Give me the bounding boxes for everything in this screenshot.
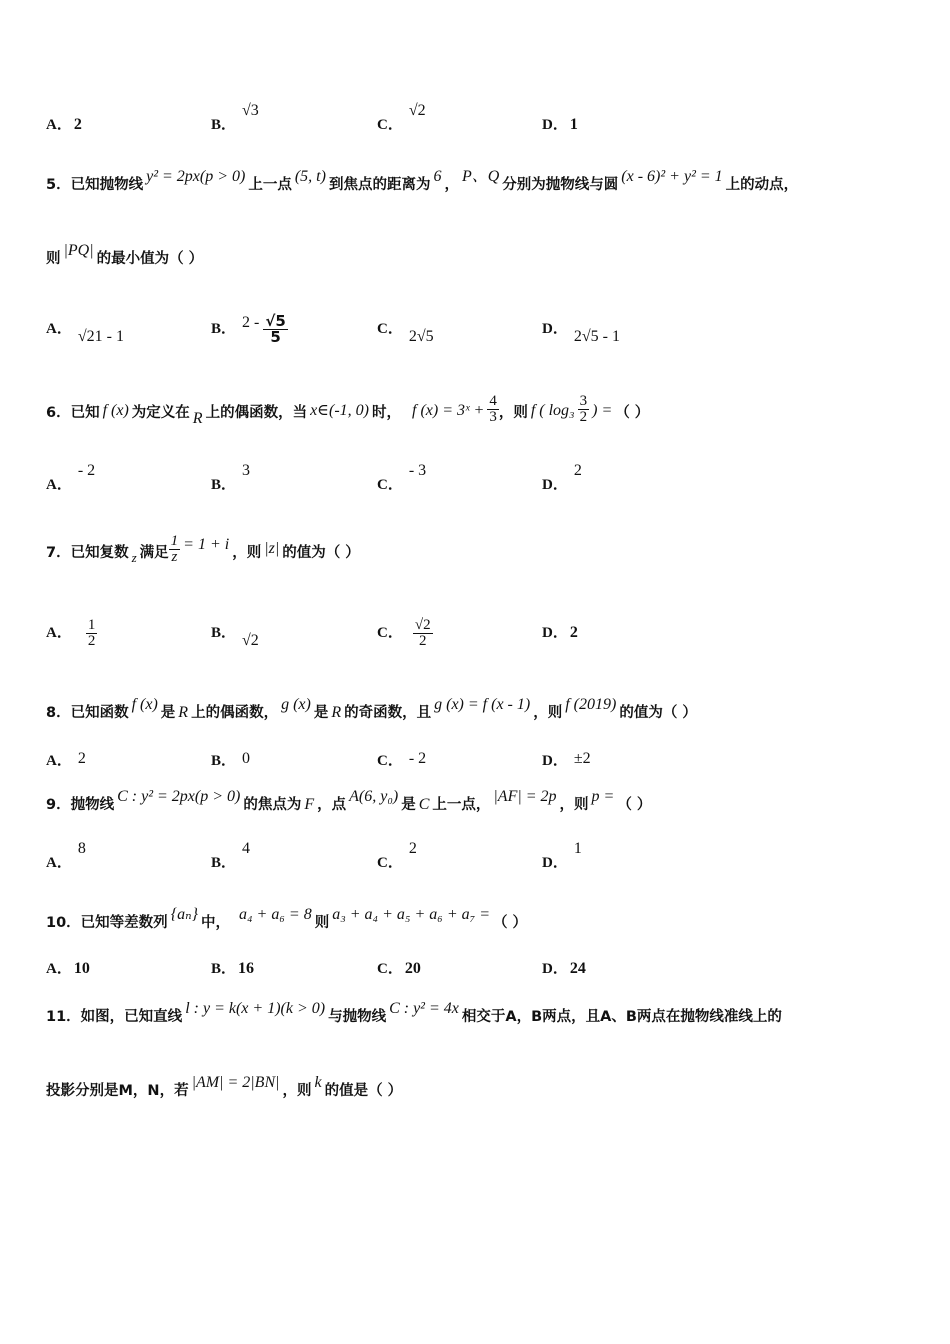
q9-option-a[interactable] bbox=[46, 840, 86, 872]
question-9-stem bbox=[46, 784, 920, 814]
q5-option-b[interactable] bbox=[211, 306, 288, 347]
fraction bbox=[413, 618, 433, 651]
math-expr: C : y² = 4x bbox=[389, 1000, 459, 1017]
math-expr: z bbox=[131, 550, 137, 565]
question-text: （ ） bbox=[615, 405, 650, 421]
q6-option-b[interactable] bbox=[211, 462, 251, 494]
math-expr: 6 bbox=[433, 168, 442, 185]
option-value: 2 bbox=[573, 462, 582, 479]
q10-option-c[interactable] bbox=[377, 957, 421, 978]
fraction-denominator: 2 bbox=[87, 633, 96, 650]
q6-options bbox=[46, 462, 920, 494]
option-letter: D． bbox=[542, 625, 568, 641]
option-value: 10 bbox=[73, 960, 90, 977]
q5-option-c[interactable] bbox=[377, 317, 434, 345]
option-letter: B． bbox=[211, 753, 237, 769]
q6-option-a[interactable] bbox=[46, 462, 96, 494]
question-text: 8．已知函数 bbox=[46, 705, 129, 721]
option-letter: A． bbox=[46, 321, 72, 337]
question-text: 的值为（ ） bbox=[619, 705, 697, 721]
question-text: 则 bbox=[314, 915, 330, 931]
option-value: 1 bbox=[573, 840, 582, 857]
math-expr: a₄ + a₆ = 8 bbox=[238, 906, 312, 923]
option-letter: C． bbox=[377, 117, 403, 133]
q8-option-d[interactable] bbox=[542, 749, 591, 770]
option-letter: A． bbox=[46, 477, 72, 493]
math-expr: (5, t) bbox=[294, 168, 326, 185]
math-expr: y² = 2px(p > 0) bbox=[146, 168, 246, 185]
option-value: 2 bbox=[77, 750, 86, 767]
math-expr: |PQ| bbox=[63, 242, 94, 259]
option-value: 24 bbox=[569, 960, 586, 977]
math-expr: p = bbox=[591, 788, 615, 805]
option-letter: D． bbox=[542, 321, 568, 337]
question-5-stem bbox=[46, 164, 920, 194]
option-value: 2 bbox=[569, 624, 578, 641]
question-text: 为定义在 bbox=[131, 405, 190, 421]
question-text: ，则 bbox=[282, 1083, 312, 1099]
math-expr: l : y = k(x + 1)(k > 0) bbox=[185, 1000, 326, 1017]
question-5-stem-line2 bbox=[46, 238, 920, 268]
question-text: 的奇函数，且 bbox=[344, 705, 432, 721]
q9-options bbox=[46, 842, 920, 872]
question-text: ， bbox=[444, 177, 459, 193]
option-letter: B． bbox=[211, 477, 237, 493]
question-text: 的最小值为（ ） bbox=[96, 251, 204, 267]
q4-option-c[interactable] bbox=[377, 102, 426, 134]
math-expr: f (x) = 3ˣ + bbox=[412, 402, 485, 419]
math-expr: f (x) bbox=[131, 696, 158, 713]
q8-option-b[interactable] bbox=[211, 749, 250, 770]
math-expr: C bbox=[418, 796, 430, 813]
question-text: 5．已知抛物线 bbox=[46, 177, 144, 193]
q4-option-b[interactable] bbox=[211, 102, 259, 134]
q9-option-d[interactable] bbox=[542, 840, 582, 872]
question-10-stem bbox=[46, 902, 920, 932]
math-expr: f (x) bbox=[102, 402, 129, 419]
q10-option-a[interactable] bbox=[46, 957, 90, 978]
q7-options bbox=[46, 604, 920, 654]
q9-option-b[interactable] bbox=[211, 840, 251, 872]
question-text: 分别为抛物线与圆 bbox=[502, 177, 619, 193]
question-text: 的值为（ ） bbox=[282, 545, 360, 561]
option-value: - 2 bbox=[77, 462, 96, 479]
q6-option-d[interactable] bbox=[542, 462, 582, 494]
option-value: 2 bbox=[73, 116, 82, 133]
q5-option-d[interactable] bbox=[542, 317, 620, 345]
q7-option-b[interactable] bbox=[211, 621, 259, 650]
fraction-numerator: √2 bbox=[414, 616, 431, 633]
math-expr: P、Q bbox=[461, 168, 500, 185]
question-text: ，点 bbox=[317, 797, 347, 813]
fraction-denominator: 5 bbox=[270, 328, 281, 347]
q4-option-a[interactable] bbox=[46, 113, 82, 134]
q7-option-a[interactable] bbox=[46, 618, 97, 651]
question-text: 与抛物线 bbox=[328, 1009, 387, 1025]
q7-option-c[interactable] bbox=[377, 618, 433, 651]
math-expr: A(6, y₀) bbox=[349, 788, 399, 805]
question-text: ，则 bbox=[533, 705, 563, 721]
q10-option-b[interactable] bbox=[211, 957, 254, 978]
option-letter: B． bbox=[211, 855, 237, 871]
question-text: 9．抛物线 bbox=[46, 797, 115, 813]
question-text: ，则 bbox=[559, 797, 589, 813]
question-text: 中， bbox=[200, 915, 230, 931]
fraction-numerator: √5 bbox=[265, 311, 286, 330]
option-value: √2 bbox=[242, 632, 259, 649]
question-text: 6．已知 bbox=[46, 405, 100, 421]
option-letter: B． bbox=[211, 961, 237, 977]
math-expr: = 1 + i bbox=[183, 536, 230, 553]
option-letter: C． bbox=[377, 855, 403, 871]
math-expr: x∈(-1, 0) bbox=[310, 402, 370, 419]
question-6-stem bbox=[46, 382, 920, 428]
option-value: ±2 bbox=[573, 750, 591, 767]
question-text: 时， bbox=[372, 405, 402, 421]
option-value: 2 - bbox=[242, 314, 260, 331]
math-expr: C : y² = 2px(p > 0) bbox=[117, 788, 241, 805]
option-letter: C． bbox=[377, 477, 403, 493]
option-letter: D． bbox=[542, 117, 568, 133]
math-expr: R bbox=[331, 704, 342, 721]
question-7-stem bbox=[46, 522, 920, 566]
question-text: 7．已知复数 bbox=[46, 545, 129, 561]
option-letter: A． bbox=[46, 961, 72, 977]
option-value: 2√5 bbox=[408, 328, 434, 345]
question-text: 则 bbox=[46, 251, 61, 267]
math-expr: f (2019) bbox=[565, 696, 617, 713]
option-value: √2 bbox=[408, 102, 426, 119]
math-expr: g (x) bbox=[281, 696, 311, 713]
fraction-numerator: 1 bbox=[87, 616, 96, 633]
q4-option-d[interactable] bbox=[542, 113, 578, 134]
math-expr: R bbox=[192, 410, 203, 427]
option-value: 0 bbox=[242, 750, 251, 767]
math-expr: |z| bbox=[264, 540, 280, 557]
option-value: 3 bbox=[242, 462, 251, 479]
option-letter: A． bbox=[46, 753, 72, 769]
option-letter: A． bbox=[46, 625, 72, 641]
question-11-stem bbox=[46, 996, 920, 1026]
math-expr: a₃ + a₄ + a₅ + a₆ + a₇ = bbox=[332, 906, 490, 923]
question-text: 上的偶函数， bbox=[191, 705, 279, 721]
option-letter: B． bbox=[211, 117, 237, 133]
question-text: 的焦点为 bbox=[243, 797, 302, 813]
option-letter: D． bbox=[542, 753, 568, 769]
q9-option-c[interactable] bbox=[377, 840, 417, 872]
question-text: 的值是（ ） bbox=[324, 1083, 403, 1099]
math-expr: |AF| = 2p bbox=[493, 788, 557, 805]
question-text: 上的偶函数，当 bbox=[205, 405, 308, 421]
option-value: 16 bbox=[238, 960, 255, 977]
q4-options bbox=[46, 102, 920, 134]
math-expr: f ( log₃ bbox=[530, 402, 575, 419]
question-text: 相交于A，B两点，且A、B两点在抛物线准线上的 bbox=[461, 1009, 782, 1025]
question-text: 是 bbox=[160, 705, 176, 721]
option-letter: A． bbox=[46, 117, 72, 133]
question-text: 满足 bbox=[139, 545, 169, 561]
option-value: √21 - 1 bbox=[77, 328, 124, 345]
question-text: 是 bbox=[401, 797, 416, 813]
question-text: 上的动点， bbox=[725, 177, 799, 193]
option-letter: C． bbox=[377, 961, 403, 977]
question-8-stem bbox=[46, 692, 920, 722]
fraction bbox=[487, 394, 499, 429]
q10-option-d[interactable] bbox=[542, 957, 586, 978]
question-text: 10．已知等差数列 bbox=[46, 915, 168, 931]
question-11-stem-line2 bbox=[46, 1070, 920, 1100]
question-text: ，则 bbox=[498, 405, 528, 421]
option-letter: C． bbox=[377, 625, 403, 641]
fraction-numerator: 1 bbox=[170, 532, 179, 549]
question-text: 投影分别是M，N，若 bbox=[46, 1083, 189, 1099]
math-expr: k bbox=[314, 1074, 322, 1091]
option-letter: D． bbox=[542, 961, 568, 977]
option-letter: D． bbox=[542, 477, 568, 493]
math-expr: |AM| = 2|BN| bbox=[191, 1074, 280, 1091]
option-letter: C． bbox=[377, 321, 403, 337]
q6-option-c[interactable] bbox=[377, 462, 427, 494]
question-text: 11．如图，已知直线 bbox=[46, 1009, 183, 1025]
option-value: 2 bbox=[408, 840, 417, 857]
q10-options bbox=[46, 954, 920, 978]
option-letter: B． bbox=[211, 625, 237, 641]
fraction bbox=[263, 311, 287, 347]
option-value: 4 bbox=[242, 840, 251, 857]
option-value: 1 bbox=[569, 116, 578, 133]
fraction-denominator: 3 bbox=[489, 409, 497, 426]
fraction-numerator: 3 bbox=[579, 392, 588, 409]
option-letter: B． bbox=[211, 321, 237, 337]
q8-options bbox=[46, 744, 920, 770]
option-value: - 2 bbox=[408, 750, 427, 767]
fraction bbox=[169, 534, 181, 567]
option-letter: D． bbox=[542, 855, 568, 871]
math-expr: g (x) = f (x - 1) bbox=[434, 696, 531, 713]
option-value: - 3 bbox=[408, 462, 427, 479]
option-value: √3 bbox=[242, 102, 259, 119]
math-expr: (x - 6)² + y² = 1 bbox=[621, 168, 723, 185]
fraction-denominator: 2 bbox=[579, 409, 588, 426]
option-value: 20 bbox=[404, 960, 421, 977]
math-expr: {aₙ} bbox=[170, 906, 198, 923]
question-text: ，则 bbox=[232, 545, 262, 561]
fraction-denominator: z bbox=[171, 549, 178, 566]
question-text: 上一点 bbox=[248, 177, 292, 193]
math-expr: ) = bbox=[592, 402, 613, 419]
q7-option-d[interactable] bbox=[542, 621, 578, 650]
fraction bbox=[578, 394, 590, 429]
option-letter: C． bbox=[377, 753, 403, 769]
option-letter: A． bbox=[46, 855, 72, 871]
math-expr: R bbox=[178, 704, 189, 721]
question-text: 是 bbox=[313, 705, 329, 721]
fraction bbox=[86, 618, 98, 651]
question-text: （ ） bbox=[492, 915, 528, 931]
option-value: 2√5 - 1 bbox=[573, 328, 620, 345]
math-expr: F bbox=[304, 796, 315, 813]
question-text: 到焦点的距离为 bbox=[328, 177, 431, 193]
option-value: 8 bbox=[77, 840, 86, 857]
q8-option-a[interactable] bbox=[46, 749, 86, 770]
q5-options bbox=[46, 300, 920, 346]
fraction-numerator: 4 bbox=[489, 392, 497, 409]
q5-option-a[interactable] bbox=[46, 317, 124, 345]
q8-option-c[interactable] bbox=[377, 749, 426, 770]
question-text: 上一点， bbox=[432, 797, 491, 813]
fraction-denominator: 2 bbox=[418, 633, 427, 650]
question-text: （ ） bbox=[617, 797, 652, 813]
